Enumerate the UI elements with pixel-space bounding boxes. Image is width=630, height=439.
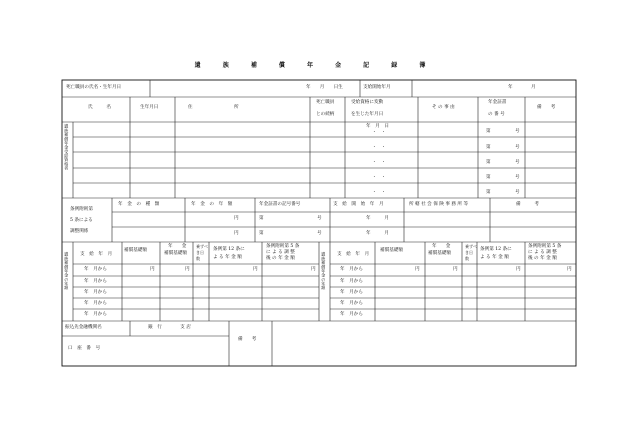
amounts-side-right: 遺族補償年金の年額 — [321, 252, 327, 290]
amt-l-yen-base: 円 — [150, 267, 155, 272]
col-cert-1: 年金証書 — [488, 100, 507, 105]
change-date-row-5: ・ ・ — [372, 190, 386, 195]
adjust-dai-2: 第 — [259, 231, 264, 236]
amt-l-col-art12-1: 条例第 12 条に — [213, 247, 245, 252]
amt-l-col-period: 支 給 年 月 — [80, 252, 113, 257]
cert-go-3: 号 — [515, 160, 520, 165]
start-label: 支給開始年月 — [363, 85, 391, 90]
amt-r-col-mult-2: き日 — [465, 250, 473, 255]
cert-dai-3: 第 — [486, 160, 491, 165]
change-date-row-3: ・ ・ — [372, 160, 386, 165]
adjust-ym-2: 年 月 — [366, 231, 389, 236]
amt-r-yen-base: 円 — [415, 267, 420, 272]
page-title: 遺 族 補 償 年 金 記 録 簿 — [194, 62, 436, 69]
amt-l-row-2: 年 月から — [84, 279, 107, 284]
adjust-side-2: 5 条による — [70, 218, 93, 223]
adjust-col-type: 年 金 の 種 類 — [118, 202, 160, 207]
amt-r-yen-art12: 円 — [516, 267, 521, 272]
amt-r-row-3: 年 月から — [340, 290, 363, 295]
amt-l-col-mult-1: 乗ずべ — [196, 244, 208, 249]
col-relation-2: との続柄 — [316, 112, 335, 117]
amt-r-yen-pension: 円 — [453, 267, 458, 272]
footer-remarks-label: 備 考 — [238, 337, 257, 342]
amt-r-row-4: 年 月から — [340, 301, 363, 306]
amt-l-yen-sup5: 円 — [311, 267, 316, 272]
col-cert-2: の 番 号 — [488, 112, 505, 117]
amt-l-col-pension-1: 年 金 — [168, 244, 187, 249]
amt-r-row-1: 年 月から — [340, 267, 363, 272]
amt-l-row-1: 年 月から — [84, 267, 107, 272]
col-relation-1: 死亡職員 — [316, 100, 335, 105]
col-remarks: 備 考 — [537, 105, 556, 110]
amt-l-row-3: 年 月から — [84, 290, 107, 295]
cert-dai-1: 第 — [486, 129, 491, 134]
col-change-1: 受給資格に変動 — [351, 100, 384, 105]
amt-l-yen-pension: 円 — [185, 267, 190, 272]
change-date-row-1: 年 月 日 — [366, 124, 389, 129]
col-dob: 生年月日 — [140, 105, 159, 110]
cert-go-1: 号 — [515, 129, 520, 134]
col-change-2: を生じた年月日 — [351, 112, 384, 117]
cert-dai-2: 第 — [486, 145, 491, 150]
amt-l-col-sup5-1: 条例附則第 5 条 — [266, 244, 300, 249]
cert-go-5: 号 — [515, 190, 520, 195]
amt-r-col-period: 支 給 年 月 — [337, 252, 370, 257]
amt-r-yen-sup5: 円 — [567, 267, 572, 272]
adjust-dai-1: 第 — [259, 216, 264, 221]
account-label: 口 座 番 号 — [68, 346, 101, 351]
change-date-row-1b: ・ ・ — [372, 130, 386, 135]
amt-r-row-5: 年 月から — [340, 312, 363, 317]
adjust-yen-1: 円 — [234, 216, 239, 221]
adjust-ym-1: 年 月 — [366, 216, 389, 221]
adjust-col-remarks: 備 考 — [516, 202, 539, 207]
amt-r-col-sup5-1: 条例附則第 5 条 — [528, 244, 562, 249]
amt-l-col-mult-2: き日 — [196, 250, 204, 255]
amt-r-col-sup5-2: に よ る 調 整 — [528, 250, 557, 255]
adjust-col-start: 支 給 開 始 年 月 — [333, 202, 384, 207]
recipients-side-label: 遺族補償年金受給資格者 — [64, 124, 70, 171]
adjust-col-amount: 年 金 の 年 額 — [191, 202, 233, 207]
col-name: 氏 名 — [88, 105, 111, 110]
change-date-row-2: ・ ・ — [372, 145, 386, 150]
cert-dai-4: 第 — [486, 175, 491, 180]
amt-r-col-art12-2: よ る 年 金 額 — [480, 255, 509, 260]
amt-l-col-base: 補償基礎額 — [124, 248, 147, 253]
adjust-col-office: 所 轄 社 会 保 険 事 務 所 等 — [409, 202, 469, 207]
amt-r-col-mult-3: 数 — [465, 256, 469, 261]
change-date-row-4: ・ ・ — [372, 175, 386, 180]
start-fields: 年 月 — [508, 85, 536, 90]
dob-fields: 年 月 日生 — [306, 85, 343, 90]
amt-l-col-mult-3: 数 — [196, 256, 200, 261]
adjust-go-2: 号 — [317, 231, 322, 236]
bank-fields: 銀 行 支 店 — [148, 325, 191, 330]
amt-r-col-sup5-3: 後 の 年 金 額 — [528, 256, 557, 261]
amt-l-yen-art12: 円 — [253, 267, 258, 272]
deceased-label: 死亡職員の氏名・生年月日 — [66, 85, 122, 90]
amt-r-row-2: 年 月から — [340, 279, 363, 284]
col-reason: そ の 事 由 — [432, 105, 455, 110]
adjust-side-3: 調整関係 — [70, 229, 89, 234]
amt-r-col-mult-1: 乗ずべ — [465, 244, 477, 249]
adjust-yen-2: 円 — [234, 231, 239, 236]
amt-l-col-sup5-2: に よ る 調 整 — [266, 250, 295, 255]
adjust-go-1: 号 — [317, 216, 322, 221]
cert-go-4: 号 — [515, 175, 520, 180]
amt-l-col-sup5-3: 後 の 年 金 額 — [266, 256, 295, 261]
adjust-side-1: 条例附則第 — [70, 207, 93, 212]
amt-l-col-art12-2: よ る 年 金 額 — [213, 255, 242, 260]
amt-r-col-base: 補償基礎額 — [380, 248, 403, 253]
amt-r-col-pension-1: 年 金 — [432, 244, 451, 249]
amounts-side-left: 遺族補償年金の年額 — [64, 252, 70, 290]
cert-dai-5: 第 — [486, 190, 491, 195]
amt-l-row-4: 年 月から — [84, 301, 107, 306]
amt-l-row-5: 年 月から — [84, 312, 107, 317]
amt-l-col-pension-2: 補償基礎額 — [164, 251, 187, 256]
amt-r-col-art12-1: 条例第 12 条に — [480, 247, 512, 252]
adjust-col-cert: 年金証書の記号番号 — [259, 202, 301, 207]
col-address: 住 所 — [188, 105, 239, 110]
bank-label: 振込先金融機関名 — [65, 325, 102, 330]
cert-go-2: 号 — [515, 145, 520, 150]
amt-r-col-pension-2: 補償基礎額 — [428, 251, 451, 256]
